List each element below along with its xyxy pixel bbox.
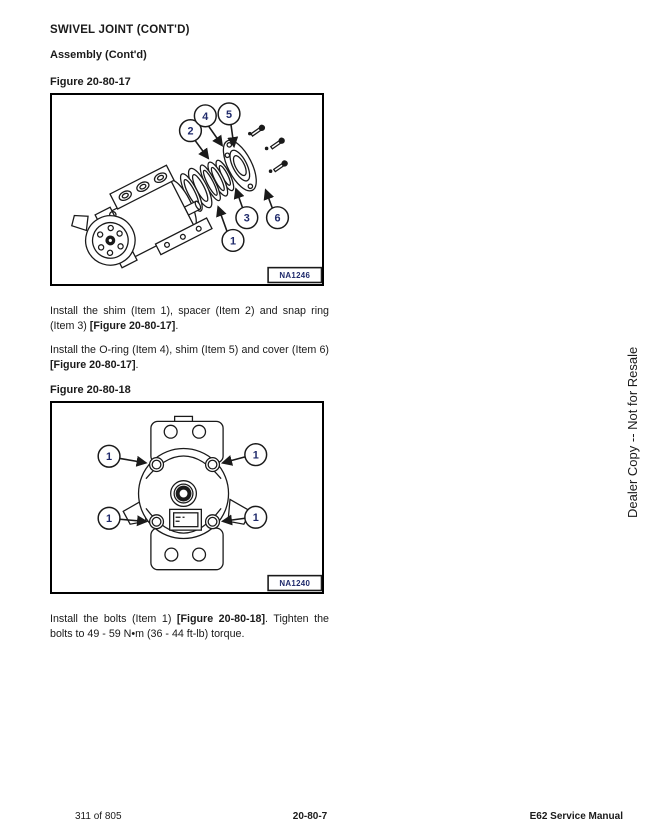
paragraph-install-bolts [50,612,329,641]
paragraph-text: Install the shim (Item 1), spacer (Item 2) and snap ring (Item 3) [50,305,329,332]
swivel-joint-top-view [123,416,251,569]
svg-text:5: 5 [226,108,233,121]
figure1-label: Figure 20-80-17 [50,76,131,88]
footer-manual-title: E62 Service Manual [529,811,623,822]
figure-reference: [Figure 20-80-18] [176,613,266,625]
figure-reference: [Figure 20-80-17] [89,319,176,332]
dealer-copy-watermark: Dealer Copy -- Not for Resale [625,346,640,518]
footer-section-page: 20-80-7 [292,811,328,822]
svg-text:4: 4 [202,110,209,123]
content-column [50,24,329,641]
swivel-joint-body [67,130,270,284]
svg-text:1: 1 [106,513,113,526]
svg-text:1: 1 [252,512,259,525]
swivel-joint-exploded-diagram [52,95,322,284]
callout-1 [222,230,244,252]
callout-1-lower-left [98,507,120,529]
paragraph-install-shim [50,304,329,333]
paragraph-text: Install the O-ring (Item 4), shim (Item 5) and cover (Item 6) [50,344,329,356]
svg-text:1: 1 [229,235,237,248]
figure1-image-ref [268,268,321,283]
svg-text:1: 1 [106,451,113,464]
callout-5 [218,103,240,125]
page-title: SWIVEL JOINT (CONT'D) [50,24,190,36]
callout-6 [267,207,289,229]
figure2-image-ref [268,576,321,591]
paragraph-install-oring [50,343,329,372]
paragraph-text: . [175,319,179,332]
swivel-joint-cover-bolts-diagram [52,403,322,592]
callout-4 [194,105,216,127]
callout-1-upper-right [245,444,267,466]
paragraph-text: Install the bolts (Item 1) [50,613,177,625]
footer-page-position: 311 of 805 [75,811,122,822]
svg-text:NA1240: NA1240 [279,579,311,589]
figure2-label: Figure 20-80-18 [50,384,131,396]
figure2-frame [50,401,324,594]
callout-1-upper-left [98,445,120,467]
figure1-frame [50,93,324,286]
page-footer [0,809,645,822]
svg-text:1: 1 [252,449,259,462]
callout-1-lower-right [245,506,267,528]
section-subtitle: Assembly (Cont'd) [50,49,147,61]
paragraph-text: . Tighten the bolts to 49 - 59 N•m (36 - 44 ft-lb) torque. [50,613,330,640]
svg-text:3: 3 [243,212,250,225]
callout-3 [236,207,258,229]
paragraph-text: . [135,358,139,371]
svg-text:2: 2 [187,125,194,138]
cover-screws [248,123,289,173]
svg-text:6: 6 [274,212,281,225]
figure-reference: [Figure 20-80-17] [50,358,136,371]
svg-text:NA1246: NA1246 [279,271,311,281]
